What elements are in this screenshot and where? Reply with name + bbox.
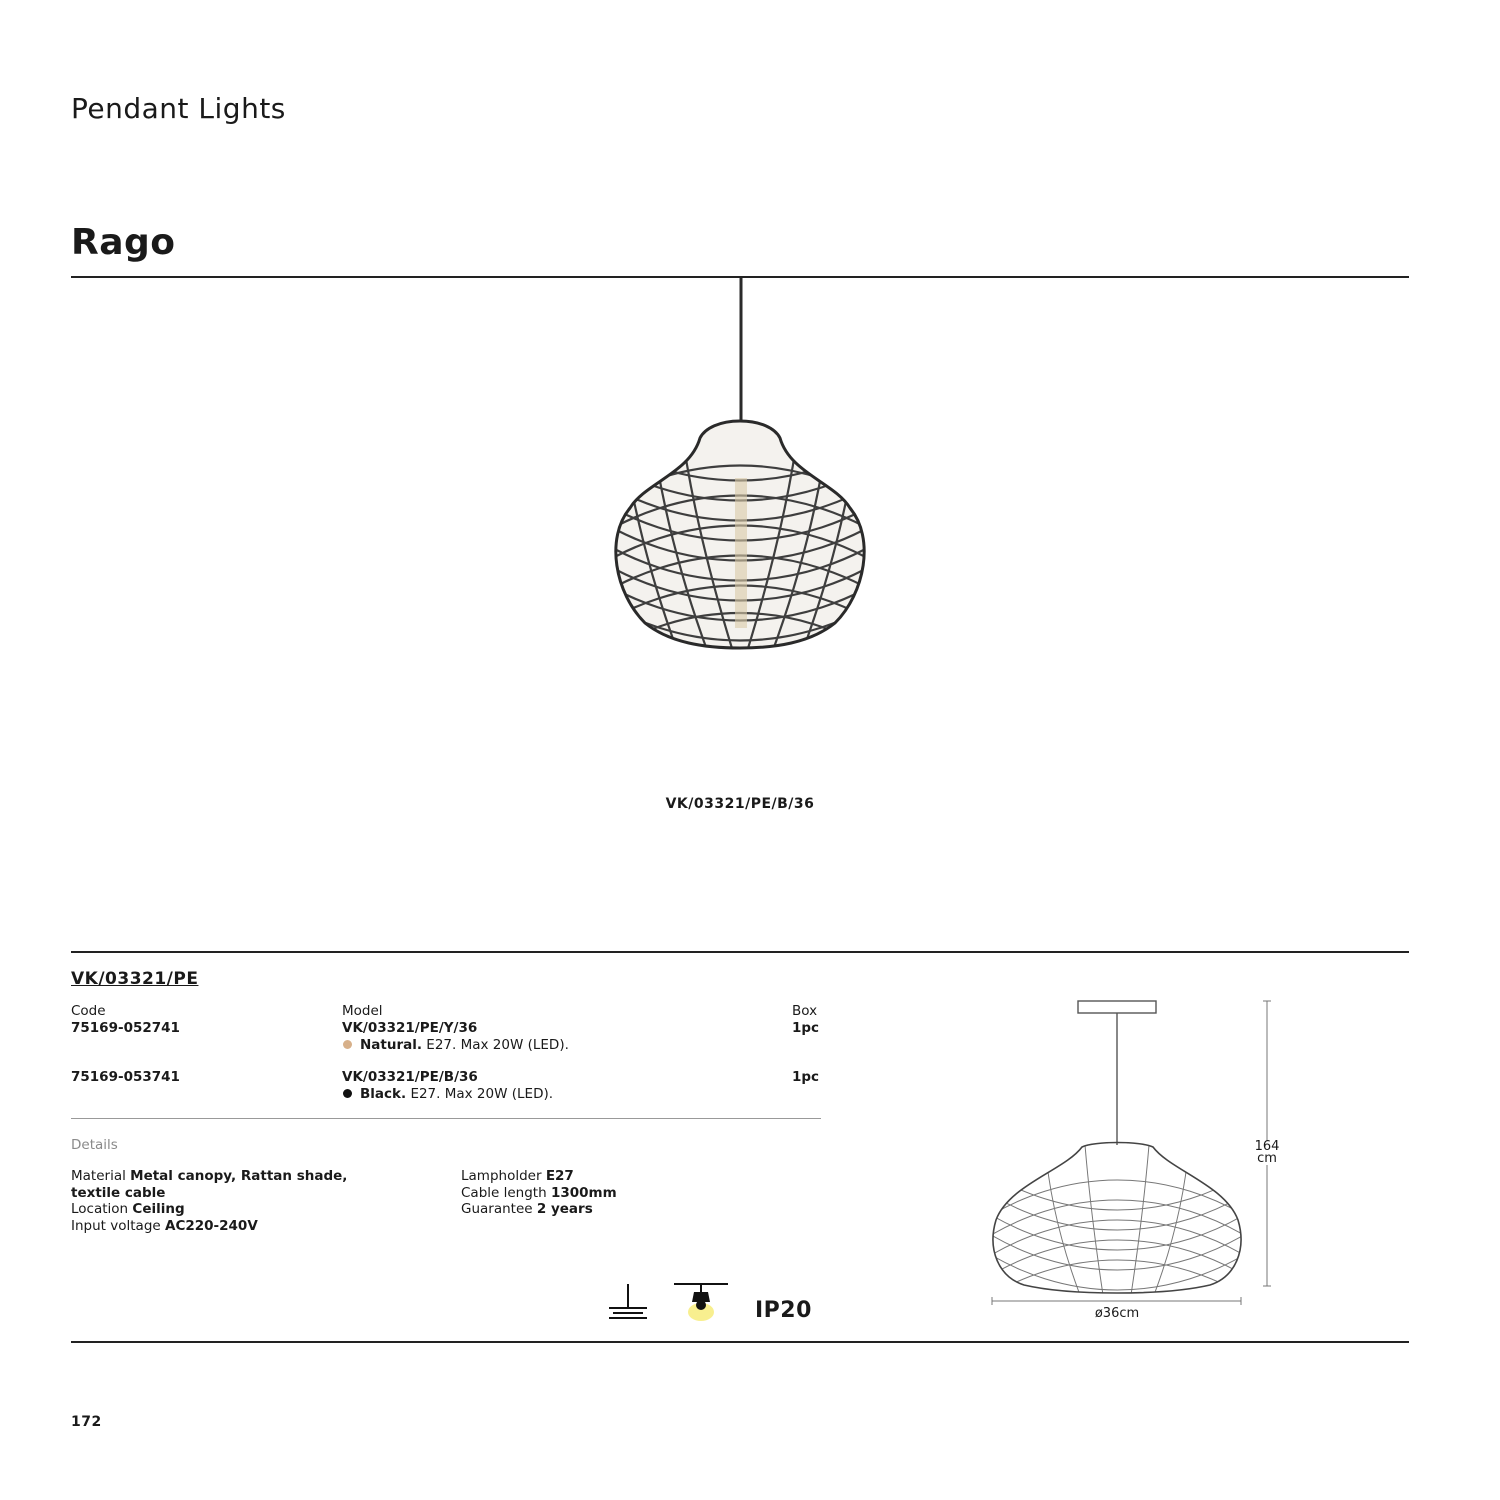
detail-value: 2 years bbox=[536, 1201, 593, 1217]
technical-drawing bbox=[985, 995, 1285, 1305]
photo-caption: VK/03321/PE/B/36 bbox=[665, 796, 815, 812]
detail-cable-length bbox=[461, 1185, 791, 1202]
variant-finish-line bbox=[342, 1086, 553, 1103]
section-divider bbox=[71, 951, 1409, 953]
variant-finish: Natural. bbox=[360, 1036, 422, 1053]
column-header-code: Code bbox=[71, 1003, 106, 1019]
pendant-bulb-icon bbox=[672, 1282, 730, 1324]
detail-value: AC220-240V bbox=[165, 1217, 258, 1234]
detail-value: Metal canopy, Rattan shade, bbox=[130, 1168, 348, 1184]
rattan-shade bbox=[560, 408, 920, 658]
diameter-dimension-label: ø36cm bbox=[1094, 1306, 1140, 1321]
footer-divider bbox=[71, 1341, 1409, 1343]
variant-finish: Black. bbox=[360, 1085, 407, 1102]
product-photo bbox=[560, 278, 920, 658]
detail-lampholder bbox=[461, 1168, 791, 1185]
column-header-model: Model bbox=[342, 1003, 383, 1019]
finish-swatch bbox=[343, 1089, 352, 1098]
variant-box: 1pc bbox=[792, 1069, 820, 1085]
details-left-column bbox=[71, 1168, 431, 1234]
details-heading: Details bbox=[71, 1137, 118, 1153]
detail-value: E27 bbox=[545, 1168, 574, 1184]
detail-key: Cable length bbox=[461, 1184, 547, 1201]
ip-rating: IP20 bbox=[755, 1298, 812, 1323]
variant-code: 75169-053741 bbox=[71, 1069, 180, 1085]
page-number: 172 bbox=[71, 1414, 102, 1430]
canopy-outline bbox=[1078, 1001, 1156, 1013]
product-family-code: VK/03321/PE bbox=[71, 969, 199, 989]
detail-key: Material bbox=[71, 1168, 126, 1184]
detail-material-cont: textile cable bbox=[71, 1184, 166, 1201]
height-value: 164 bbox=[1254, 1139, 1280, 1154]
section-category: Pendant Lights bbox=[71, 92, 286, 125]
detail-value: 1300mm bbox=[550, 1184, 617, 1201]
detail-guarantee bbox=[461, 1201, 791, 1218]
variant-spec: E27. Max 20W (LED). bbox=[410, 1085, 554, 1102]
detail-location bbox=[71, 1201, 431, 1218]
variant-box: 1pc bbox=[792, 1020, 820, 1036]
table-divider bbox=[71, 1118, 821, 1119]
variant-model: VK/03321/PE/B/36 bbox=[342, 1069, 478, 1085]
variant-model: VK/03321/PE/Y/36 bbox=[342, 1020, 478, 1036]
variant-row bbox=[342, 1020, 569, 1053]
variant-row bbox=[342, 1069, 553, 1102]
column-header-box: Box bbox=[792, 1003, 818, 1019]
variant-code: 75169-052741 bbox=[71, 1020, 180, 1036]
detail-key: Guarantee bbox=[461, 1201, 533, 1217]
finish-swatch bbox=[343, 1040, 352, 1049]
product-title: Rago bbox=[71, 222, 176, 263]
variant-spec: E27. Max 20W (LED). bbox=[426, 1036, 569, 1053]
height-dimension-label bbox=[1247, 1141, 1287, 1165]
height-unit: cm bbox=[1257, 1151, 1277, 1166]
earth-ground-icon bbox=[605, 1282, 651, 1324]
variant-finish-line bbox=[342, 1037, 569, 1054]
detail-key: Lampholder bbox=[461, 1168, 542, 1184]
detail-voltage bbox=[71, 1218, 431, 1235]
detail-key: Input voltage bbox=[71, 1217, 161, 1234]
detail-key: Location bbox=[71, 1201, 129, 1217]
detail-material bbox=[71, 1168, 431, 1185]
details-right-column bbox=[461, 1168, 791, 1218]
detail-value: Ceiling bbox=[132, 1201, 185, 1217]
